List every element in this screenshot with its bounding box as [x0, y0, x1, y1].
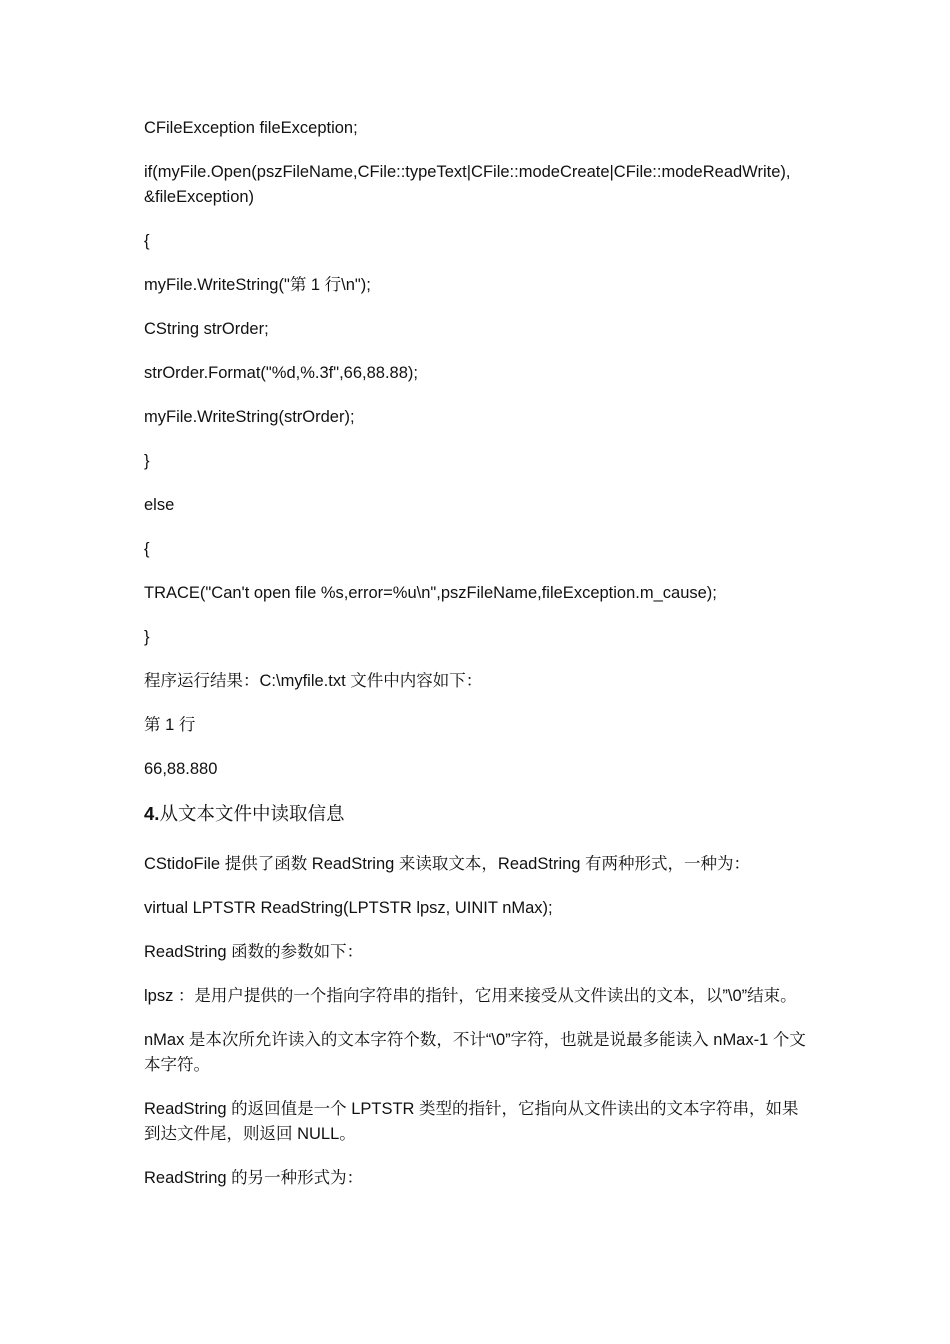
- code-line: }: [144, 628, 150, 646]
- result-line: 第 1 行: [144, 716, 196, 734]
- body-paragraph: ReadString 的另一种形式为：: [144, 1169, 364, 1187]
- body-paragraph: 到达文件尾，则返回 NULL。: [144, 1125, 356, 1143]
- body-paragraph: nMax 是本次所允许读入的文本字符个数，不计“\0”字符，也就是说最多能读入 nMax-1 个文: [144, 1031, 806, 1049]
- code-line: CString strOrder;: [144, 320, 269, 338]
- body-paragraph: CStidoFile 提供了函数 ReadString 来读取文本，ReadString 有两种形式，一种为：: [144, 855, 751, 873]
- code-line: &fileException): [144, 188, 255, 206]
- body-paragraph: lpsz ：是用户提供的一个指向字符串的指针，它用来接受从文件读出的文本，以”\0”结束。: [144, 987, 797, 1005]
- result-intro: 程序运行结果：C:\myfile.txt 文件中内容如下：: [144, 672, 483, 690]
- code-line: myFile.WriteString("第 1 行\n");: [144, 276, 371, 294]
- body-paragraph: ReadString 的返回值是一个 LPTSTR 类型的指针，它指向从文件读出的文本字符串，如果: [144, 1100, 799, 1118]
- code-line: CFileException fileException;: [144, 119, 358, 137]
- code-line: TRACE("Can't open file %s,error=%u\n",pszFileName,fileException.m_cause);: [144, 584, 717, 602]
- body-paragraph: virtual LPTSTR ReadString(LPTSTR lpsz, UINIT nMax);: [144, 899, 553, 917]
- result-line: 66,88.880: [144, 760, 218, 778]
- section-number: 4.: [144, 803, 160, 824]
- code-line: {: [144, 232, 150, 250]
- code-line: else: [144, 496, 175, 514]
- code-line: myFile.WriteString(strOrder);: [144, 408, 355, 426]
- section-heading: [144, 801, 812, 828]
- code-line: if(myFile.Open(pszFileName,CFile::typeText|CFile::modeCreate|CFile::modeReadWrite),: [144, 163, 791, 181]
- code-line: strOrder.Format("%d,%.3f",66,88.88);: [144, 364, 418, 382]
- body-paragraph: 本字符。: [144, 1056, 210, 1074]
- code-line: {: [144, 540, 150, 558]
- code-line: }: [144, 452, 150, 470]
- section-title: 从文本文件中读取信息: [159, 804, 345, 825]
- body-paragraph: ReadString 函数的参数如下：: [144, 943, 364, 961]
